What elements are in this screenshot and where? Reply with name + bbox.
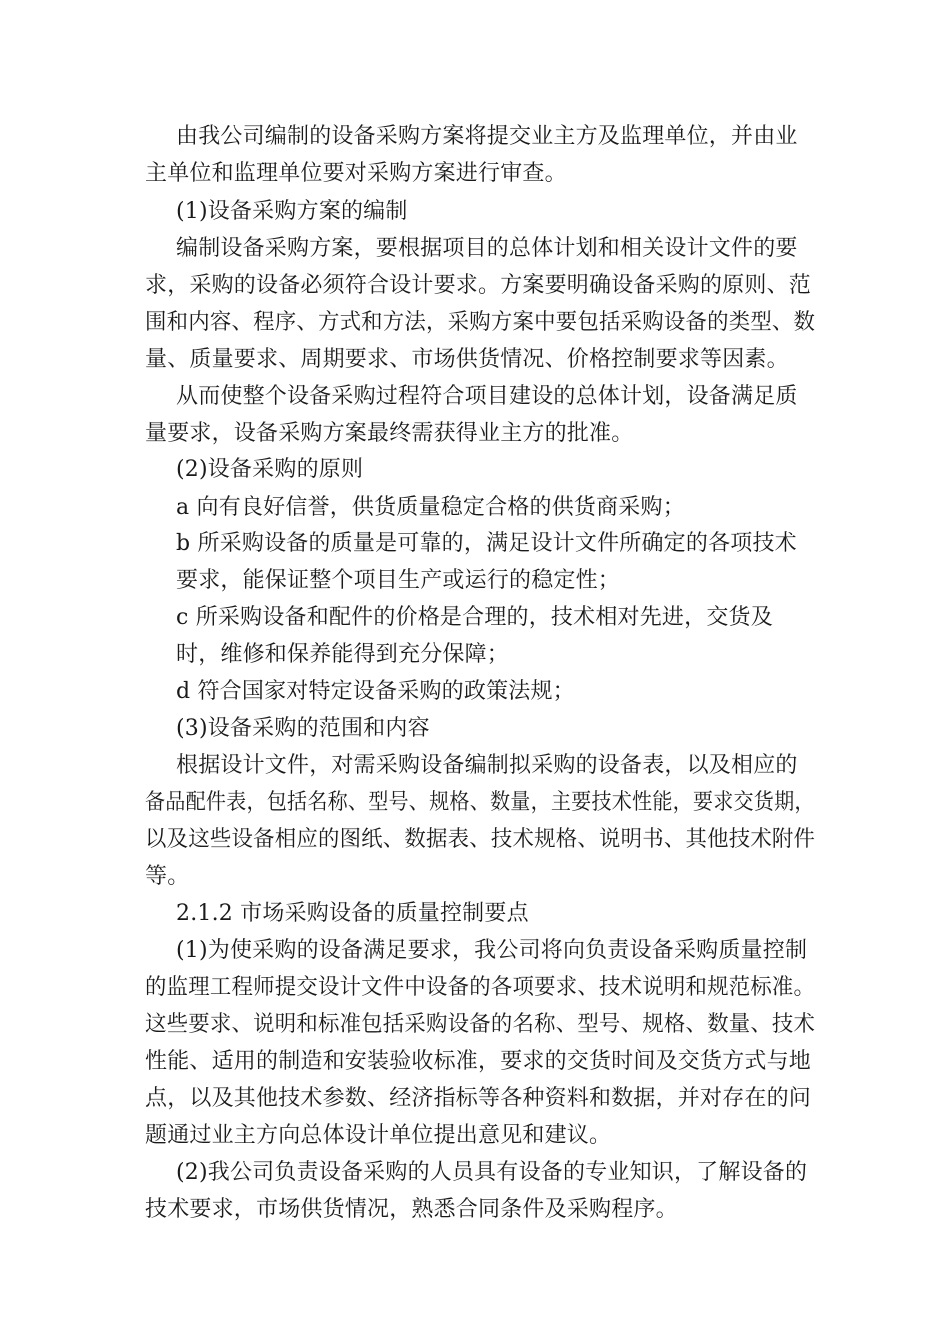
- text-line: 由我公司编制的设备采购方案将提交业主方及监理单位，并由业: [176, 124, 798, 149]
- text-line: 这些要求、说明和标准包括采购设备的名称、型号、规格、数量、技术: [145, 1012, 816, 1037]
- text-line: 技术要求，市场供货情况，熟悉合同条件及采购程序。: [145, 1197, 678, 1222]
- list-item-continuation: 时，维修和保养能得到充分保障；: [176, 642, 510, 667]
- text-line: (2)我公司负责设备采购的人员具有设备的专业知识，了解设备的: [176, 1160, 808, 1185]
- text-line: 量要求，设备采购方案最终需获得业主方的批准。: [145, 421, 634, 446]
- text-line: 点，以及其他技术参数、经济指标等各种资料和数据，并对存在的问: [145, 1086, 812, 1111]
- section-heading: 2.1.2 市场采购设备的质量控制要点: [176, 901, 529, 926]
- text-line: 围和内容、程序、方式和方法，采购方案中要包括采购设备的类型、数: [145, 310, 816, 335]
- list-item: b 所采购设备的质量是可靠的，满足设计文件所确定的各项技术: [176, 531, 797, 556]
- text-line: 性能、适用的制造和安装验收标准，要求的交货时间及交货方式与地: [145, 1049, 812, 1074]
- text-line: 题通过业主方向总体设计单位提出意见和建议。: [145, 1123, 612, 1148]
- text-line: 主单位和监理单位要对采购方案进行审查。: [145, 161, 567, 186]
- section-heading: (2)设备采购的原则: [176, 457, 364, 482]
- section-heading: (3)设备采购的范围和内容: [176, 716, 430, 741]
- text-line: 的监理工程师提交设计文件中设备的各项要求、技术说明和规范标准。: [145, 975, 816, 1000]
- text-line: 根据设计文件，对需采购设备编制拟采购的设备表，以及相应的: [176, 753, 798, 778]
- list-item: c 所采购设备和配件的价格是合理的，技术相对先进，交货及: [176, 605, 773, 630]
- text-line: 编制设备采购方案，要根据项目的总体计划和相关设计文件的要: [176, 236, 798, 261]
- text-line: 等。: [145, 864, 190, 889]
- text-line: 备品配件表，包括名称、型号、规格、数量，主要技术性能，要求交货期，: [145, 790, 815, 815]
- text-line: 以及这些设备相应的图纸、数据表、技术规格、说明书、其他技术附件: [145, 827, 816, 852]
- text-line: (1)为使采购的设备满足要求，我公司将向负责设备采购质量控制: [176, 938, 808, 963]
- text-line: 求，采购的设备必须符合设计要求。方案要明确设备采购的原则、范: [145, 273, 812, 298]
- section-heading: (1)设备采购方案的编制: [176, 199, 408, 224]
- list-item: a 向有良好信誉，供货质量稳定合格的供货商采购；: [176, 495, 685, 520]
- text-line: 从而使整个设备采购过程符合项目建设的总体计划，设备满足质: [176, 384, 798, 409]
- text-line: 量、质量要求、周期要求、市场供货情况、价格控制要求等因素。: [145, 347, 789, 372]
- list-item: d 符合国家对特定设备采购的政策法规；: [176, 679, 575, 704]
- list-item-continuation: 要求，能保证整个项目生产或运行的稳定性；: [176, 568, 621, 593]
